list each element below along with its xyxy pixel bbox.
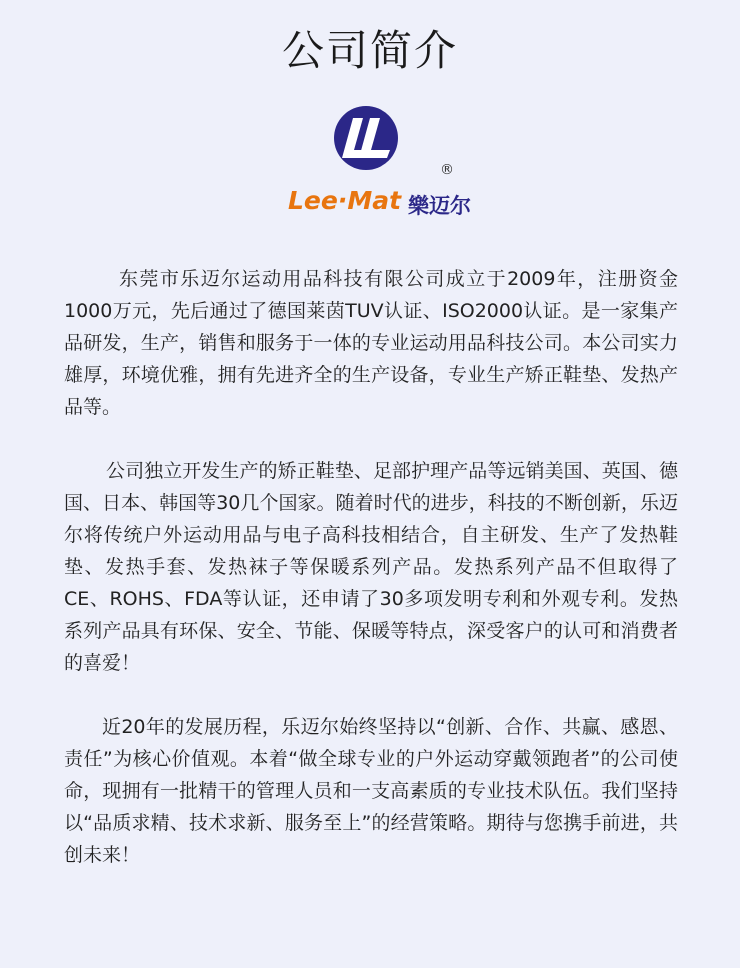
page-title: 公司简介 (281, 26, 458, 75)
logo-brand-text: Lee·Mat (288, 186, 402, 215)
intro-paragraph-2: 公司独立开发生产的矫正鞋垫、足部护理产品等远销美国、英国、德国、日本、韩国等30几个国家。随着时代的进步，科技的不断创新，乐迈尔将传统户外运动用品与电子高科技相结合，自主研发、生产了发热鞋垫、发热手套、发热袜子等保暖系列产品。发热系列产品不但取得了CE、ROHS、FDA等认证，还申请了30多项发明专利和外观专利。发热系列产品具有环保、安全、节能、保暖等特点，深受客户的认可和消费者的喜爱！ (64, 460, 678, 674)
company-logo (280, 100, 470, 230)
company-intro (64, 263, 678, 903)
registered-mark: ® (440, 162, 454, 178)
logo-brand-cn: 樂迈尔 (408, 194, 471, 218)
intro-paragraph-1: 东莞市乐迈尔运动用品科技有限公司成立于2009年，注册资金1000万元，先后通过了德国莱茵TUV认证、ISO2000认证。是一家集产品研发，生产，销售和服务于一体的专业运动用品科技公司。本公司实力雄厚，环境优雅，拥有先进齐全的生产设备，专业生产矫正鞋垫、发热产品等。 (64, 268, 678, 418)
intro-paragraph-3: 近20年的发展历程，乐迈尔始终坚持以“创新、合作、共赢、感恩、责任”为核心价值观。本着“做全球专业的户外运动穿戴领跑者”的公司使命，现拥有一批精干的管理人员和一支高素质的专业技术队伍。我们坚持以“品质求精、技术求新、服务至上”的经营策略。期待与您携手前进，共创未来！ (64, 716, 678, 866)
